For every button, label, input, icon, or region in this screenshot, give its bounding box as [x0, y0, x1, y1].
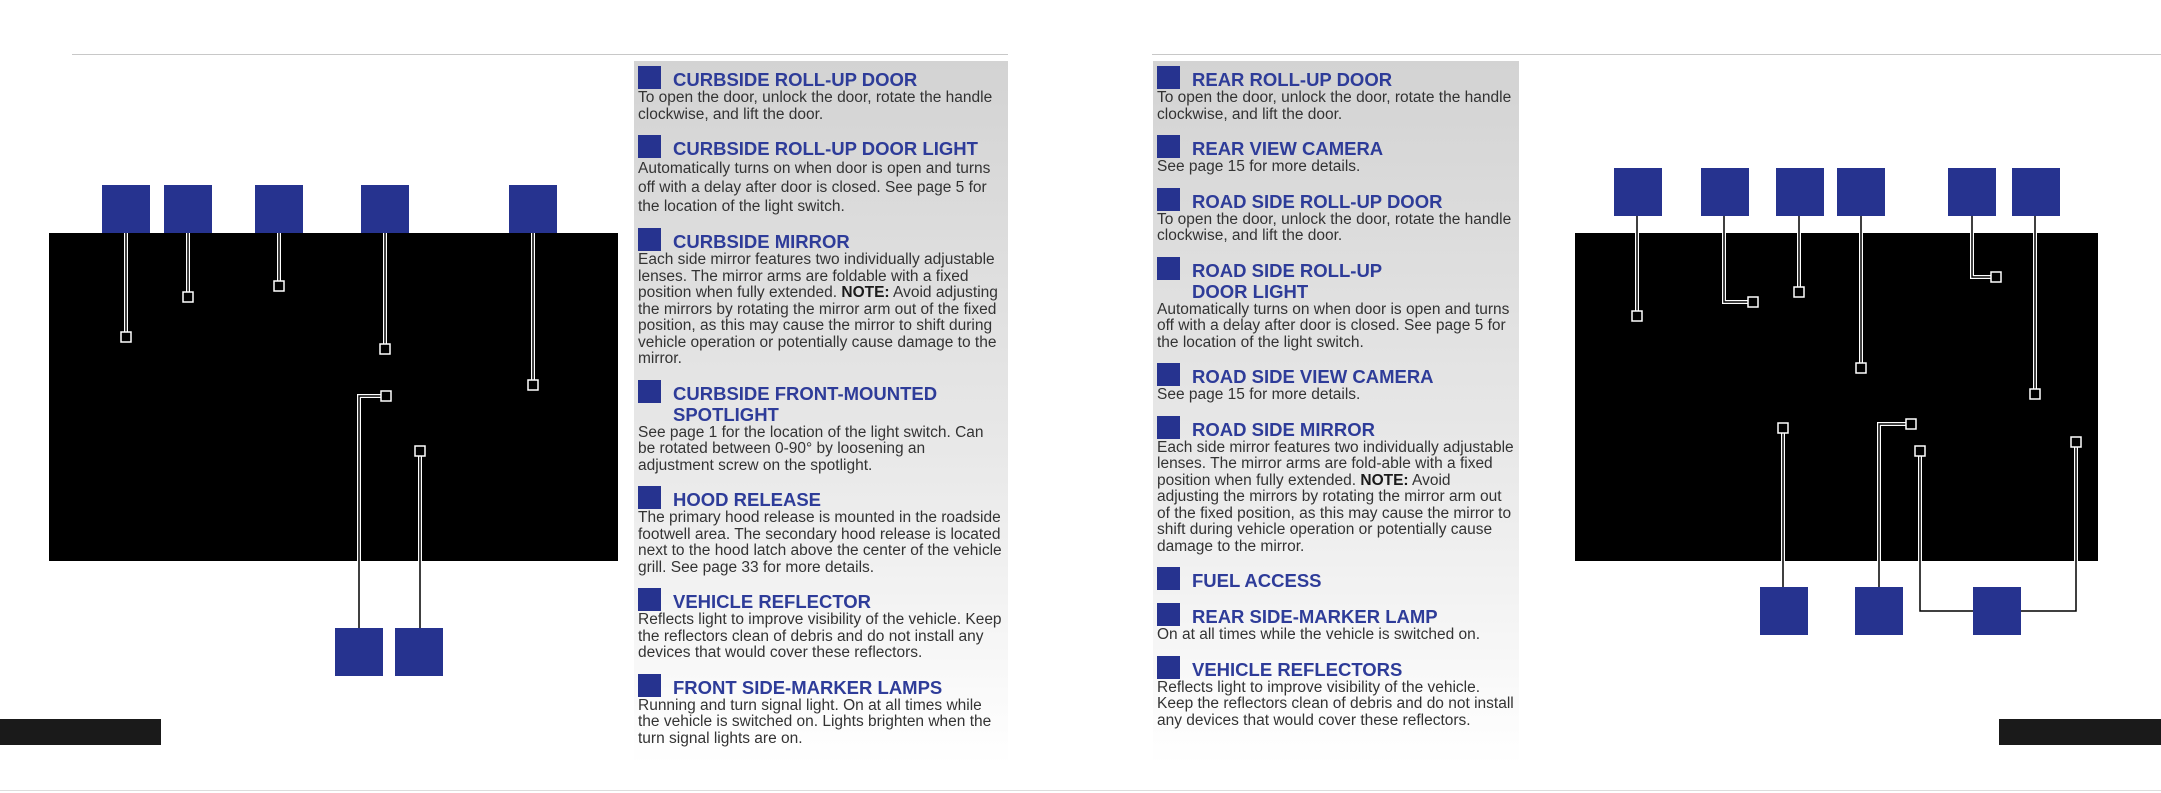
page-tab-left — [0, 719, 161, 745]
feature-entry — [634, 65, 1008, 123]
vehicle-roadside-rear-image — [1575, 233, 2098, 561]
callout-marker — [1837, 168, 1885, 216]
callout-marker — [395, 628, 443, 676]
callout-square-icon — [638, 674, 661, 697]
feature-entry — [1153, 415, 1519, 556]
feature-description: Reflects light to improve visibility of the vehicle. Keep the reflectors clean of debris and do not install any devices that would cover these reflectors. — [638, 611, 1002, 661]
callout-square-icon — [638, 66, 661, 89]
feature-entry — [634, 485, 1008, 576]
feature-entry — [1153, 65, 1519, 123]
feature-entry — [634, 227, 1008, 368]
callout-square-icon — [1157, 603, 1180, 626]
callout-marker — [1614, 168, 1662, 216]
callout-marker — [1855, 587, 1903, 635]
feature-description-text: Each side mirror features two individually adjustable lenses. The mirror arms are foldable with a fixed position when fully extended. — [638, 251, 995, 301]
curbside-features-column — [634, 61, 1008, 765]
feature-description: To open the door, unlock the door, rotate the handle clockwise, and lift the door. — [1157, 210, 1512, 244]
feature-description — [1153, 440, 1519, 556]
feature-title: CURBSIDE ROLL-UP DOOR LIGHT — [673, 138, 978, 159]
roadside-rear-features-column — [1153, 61, 1519, 765]
callout-marker — [335, 628, 383, 676]
callout-square-icon — [638, 135, 661, 158]
callout-square-icon — [1157, 567, 1180, 590]
callout-square-icon — [1157, 656, 1180, 679]
callout-square-icon — [1157, 188, 1180, 211]
feature-title: CURBSIDE FRONT-MOUNTED SPOTLIGHT — [673, 382, 938, 425]
callout-square-icon — [638, 380, 661, 403]
feature-title: FUEL ACCESS — [1192, 570, 1322, 591]
feature-description: Automatically turns on when door is open and turns off with a delay after door is closed. See page 5 for the location of the light switch. — [638, 160, 991, 215]
feature-entry — [1153, 655, 1519, 730]
callout-square-icon — [1157, 363, 1180, 386]
callout-marker — [1973, 587, 2021, 635]
callout-marker — [164, 185, 212, 233]
callout-square-icon — [1157, 135, 1180, 158]
callout-square-icon — [1157, 257, 1180, 280]
feature-description: To open the door, unlock the door, rotate the handle clockwise, and lift the door. — [1157, 89, 1512, 123]
page-tab-right — [1999, 719, 2161, 745]
feature-title: REAR VIEW CAMERA — [1192, 138, 1384, 159]
feature-title: HOOD RELEASE — [673, 489, 822, 510]
callout-marker — [509, 185, 557, 233]
feature-description: See page 15 for more details. — [1157, 386, 1361, 403]
feature-description: Reflects light to improve visibility of the vehicle. Keep the reflectors clean of debris and do not install any devices that would cover these reflectors. — [1157, 678, 1514, 729]
feature-description: Running and turn signal light. On at all times while the vehicle is switched on. Lights brighten when the turn signal lights are on. — [638, 696, 992, 747]
feature-description-text: Each side mirror features two individually adjustable lenses. The mirror arms are fold-able with a fixed position when fully extended. — [1157, 438, 1514, 489]
feature-description: Automatically turns on when door is open and turns off with a delay after door is closed. See page 5 for the location of the light switch. — [1157, 300, 1510, 351]
callout-marker — [255, 185, 303, 233]
feature-entry — [1153, 566, 1519, 591]
feature-title: ROAD SIDE ROLL-UP DOOR — [1192, 190, 1443, 212]
feature-title: FRONT SIDE-MARKER LAMPS — [673, 676, 943, 698]
callout-square-icon — [638, 228, 661, 251]
note-label: NOTE: — [1360, 471, 1409, 489]
feature-entry — [634, 587, 1008, 662]
feature-description: To open the door, unlock the door, rotate the handle clockwise, and lift the door. — [638, 89, 993, 123]
feature-title: CURBSIDE MIRROR — [673, 231, 850, 252]
callout-marker — [102, 185, 150, 233]
bottom-rule — [0, 790, 2161, 791]
feature-entry — [634, 379, 1008, 475]
feature-entry — [1153, 134, 1519, 176]
feature-entry — [1153, 187, 1519, 245]
feature-title: REAR ROLL-UP DOOR — [1192, 69, 1393, 90]
callout-square-icon — [1157, 66, 1180, 89]
feature-title: VEHICLE REFLECTOR — [673, 591, 872, 612]
vehicle-curbside-image — [49, 233, 618, 561]
feature-title: VEHICLE REFLECTORS — [1192, 658, 1403, 680]
note-text: Avoid adjusting the mirrors by rotating the mirror arm out of the fixed position, as this may cause the mirror to shift during vehicle operation or potentially cause damage to the mirror. — [638, 284, 998, 367]
feature-description: On at all times while the vehicle is switched on. — [1157, 626, 1481, 643]
note-text: Avoid adjusting the mirrors by rotating the mirror arm out of the fixed position, as this may cause the mirror to shift during vehicle operation or potentially cause damage to the mirror. — [1157, 471, 1512, 555]
feature-title: ROAD SIDE MIRROR — [1192, 418, 1375, 440]
callout-marker — [1701, 168, 1749, 216]
feature-title: REAR SIDE-MARKER LAMP — [1192, 606, 1438, 627]
feature-title: CURBSIDE ROLL-UP DOOR — [673, 69, 918, 90]
feature-description: See page 15 for more details. — [1157, 158, 1361, 175]
feature-entry — [1153, 602, 1519, 644]
top-rule-left — [72, 54, 1008, 55]
callout-marker — [2012, 168, 2060, 216]
callout-marker — [1948, 168, 1996, 216]
feature-title: ROAD SIDE VIEW CAMERA — [1192, 366, 1434, 387]
callout-square-icon — [638, 486, 661, 509]
feature-entry — [1153, 256, 1519, 352]
callout-marker — [1776, 168, 1824, 216]
callout-square-icon — [638, 588, 661, 611]
callout-marker — [361, 185, 409, 233]
feature-entry — [634, 134, 1008, 216]
feature-entry — [634, 673, 1008, 748]
feature-description — [634, 252, 1008, 368]
feature-description: The primary hood release is mounted in the roadside footwell area. The secondary hood release is located next to the hood latch above the center of the vehicle grill. See page 33 for more details. — [638, 509, 1002, 576]
feature-title: ROAD SIDE ROLL-UP DOOR LIGHT — [1192, 259, 1382, 302]
callout-marker — [1760, 587, 1808, 635]
feature-entry — [1153, 362, 1519, 404]
top-rule-right — [1152, 54, 2161, 55]
feature-description: See page 1 for the location of the light switch. Can be rotated between 0-90° by loosening an adjustment screw on the spotlight. — [638, 423, 984, 474]
callout-square-icon — [1157, 416, 1180, 439]
note-label: NOTE: — [841, 284, 890, 301]
